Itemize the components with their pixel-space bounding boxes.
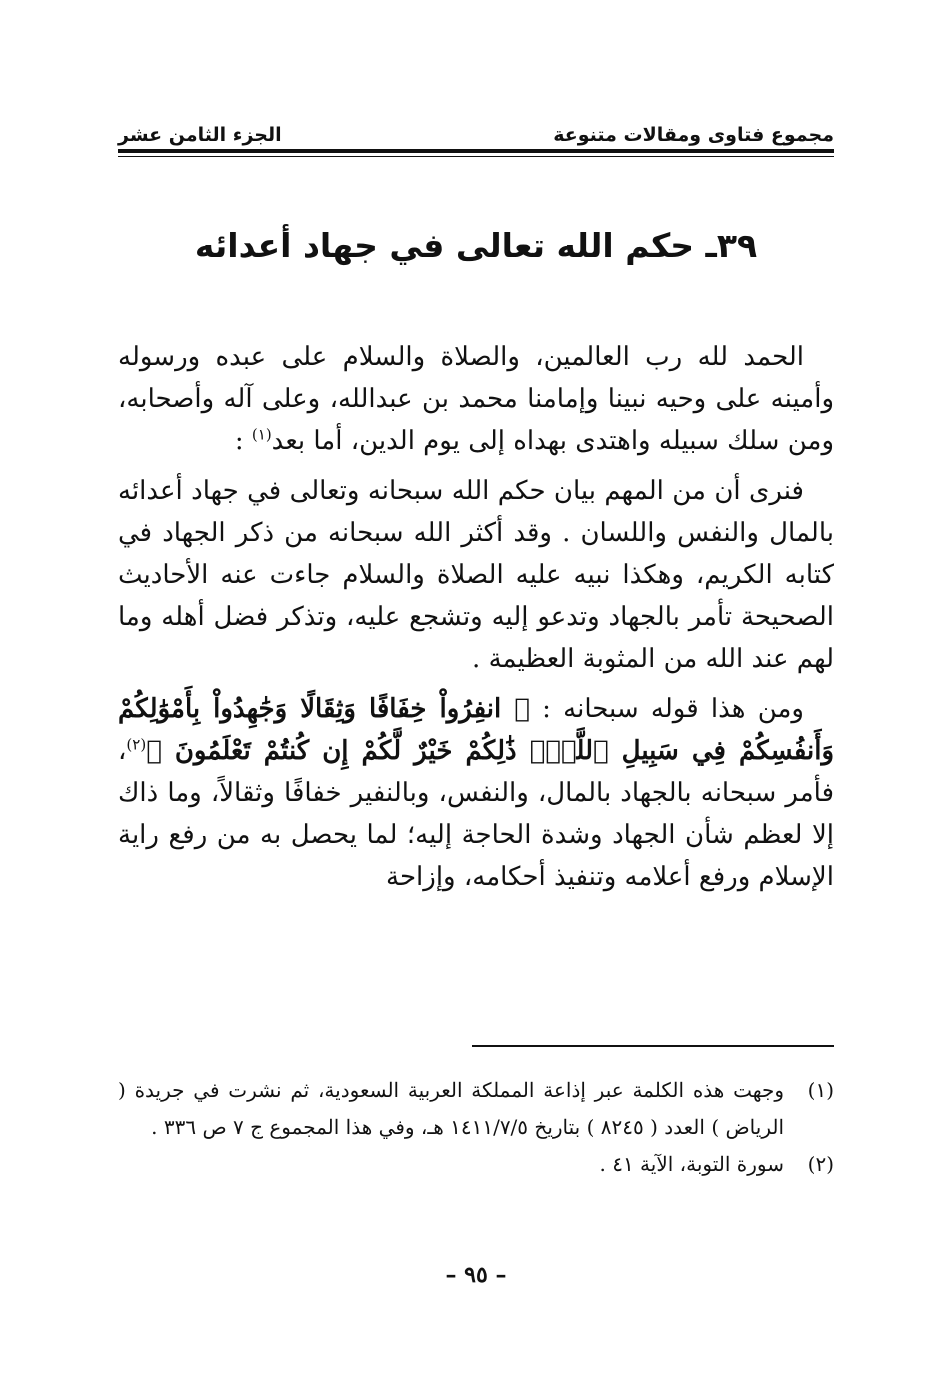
chapter-title: ٣٩ـ حكم الله تعالى في جهاد أعدائه (194, 226, 758, 265)
paragraph-2 (118, 470, 834, 680)
footnote-1-text: وجهت هذه الكلمة عبر إذاعة المملكة العربية السعودية، ثم نشرت في جريدة ( الرياض ) العدد ( ٨٢٤٥ ) بتاريخ ١٤١١/٧/٥ هـ، وفي هذا المجموع ج ٧ ص ٣٣٦ . (118, 1078, 784, 1139)
footnote-ref-2: (٢) (126, 735, 147, 754)
paragraph-3 (118, 688, 834, 898)
header-volume: الجزء الثامن عشر (118, 124, 282, 146)
running-header (118, 116, 834, 146)
body-text (118, 336, 834, 898)
footnote-2 (118, 1146, 834, 1183)
footnotes (118, 1072, 834, 1183)
paragraph-1-text: الحمد لله رب العالمين، والصلاة والسلام على عبده ورسوله وأمينه على وحيه نبينا وإمامنا محمد بن عبدالله، وعلى آله وأصحابه، ومن سلك سبيله واهتدى بهداه إلى يوم الدين، أما بعد (118, 342, 834, 456)
footnote-1-number: (١) (807, 1078, 834, 1102)
quran-verse: ﴿ انفِرُواْ خِفَافًا وَثِقَالًا وَجَٰهِدُواْ بِأَمْوَٰلِكُمْ وَأَنفُسِكُمْ فِي سَبِيلِ ٱللَّهِۚ ذَٰلِكُمْ خَيْرٌ لَّكُمْ إِن كُنتُمْ تَعْلَمُونَ ﴾ (118, 694, 834, 766)
footnote-2-number: (٢) (807, 1152, 834, 1176)
footnote-separator (472, 1045, 834, 1047)
footnote-2-text: سورة التوبة، الآية ٤١ . (599, 1152, 784, 1176)
footnote-1 (118, 1072, 834, 1146)
paragraph-1 (118, 336, 834, 462)
page-number: – ٩٥ – (445, 1262, 507, 1288)
paragraph-3-intro: ومن هذا قوله سبحانه : (529, 694, 804, 724)
paragraph-2-text: فنرى أن من المهم بيان حكم الله سبحانه وتعالى في جهاد أعدائه بالمال والنفس واللسان . وقد أكثر الله سبحانه من ذكر الجهاد في كتابه الكريم، وهكذا نبيه عليه الصلاة والسلام جاءت عنه الأحاديث الصحيحة تأمر بالجهاد وتدعو إليه وتشجع عليه، وتذكر فضل أهله وما لهم عند الله من المثوبة العظيمة . (118, 476, 834, 674)
footnote-ref-1: (١) (251, 425, 272, 444)
paragraph-3-rest: ، فأمر سبحانه بالجهاد بالمال، والنفس، وبالنفير خفافًا وثقالاً، وما ذاك إلا لعظم شأن الجهاد وشدة الحاجة إليه؛ لما يحصل به من رفع راية الإسلام ورفع أعلامه وتنفيذ أحكامه، وإزاحة (118, 736, 834, 892)
header-book-title: مجموع فتاوى ومقالات متنوعة (553, 124, 834, 146)
header-rule-thick (118, 149, 834, 153)
paragraph-1-end: : (234, 426, 252, 456)
header-rule-thin (118, 156, 834, 157)
